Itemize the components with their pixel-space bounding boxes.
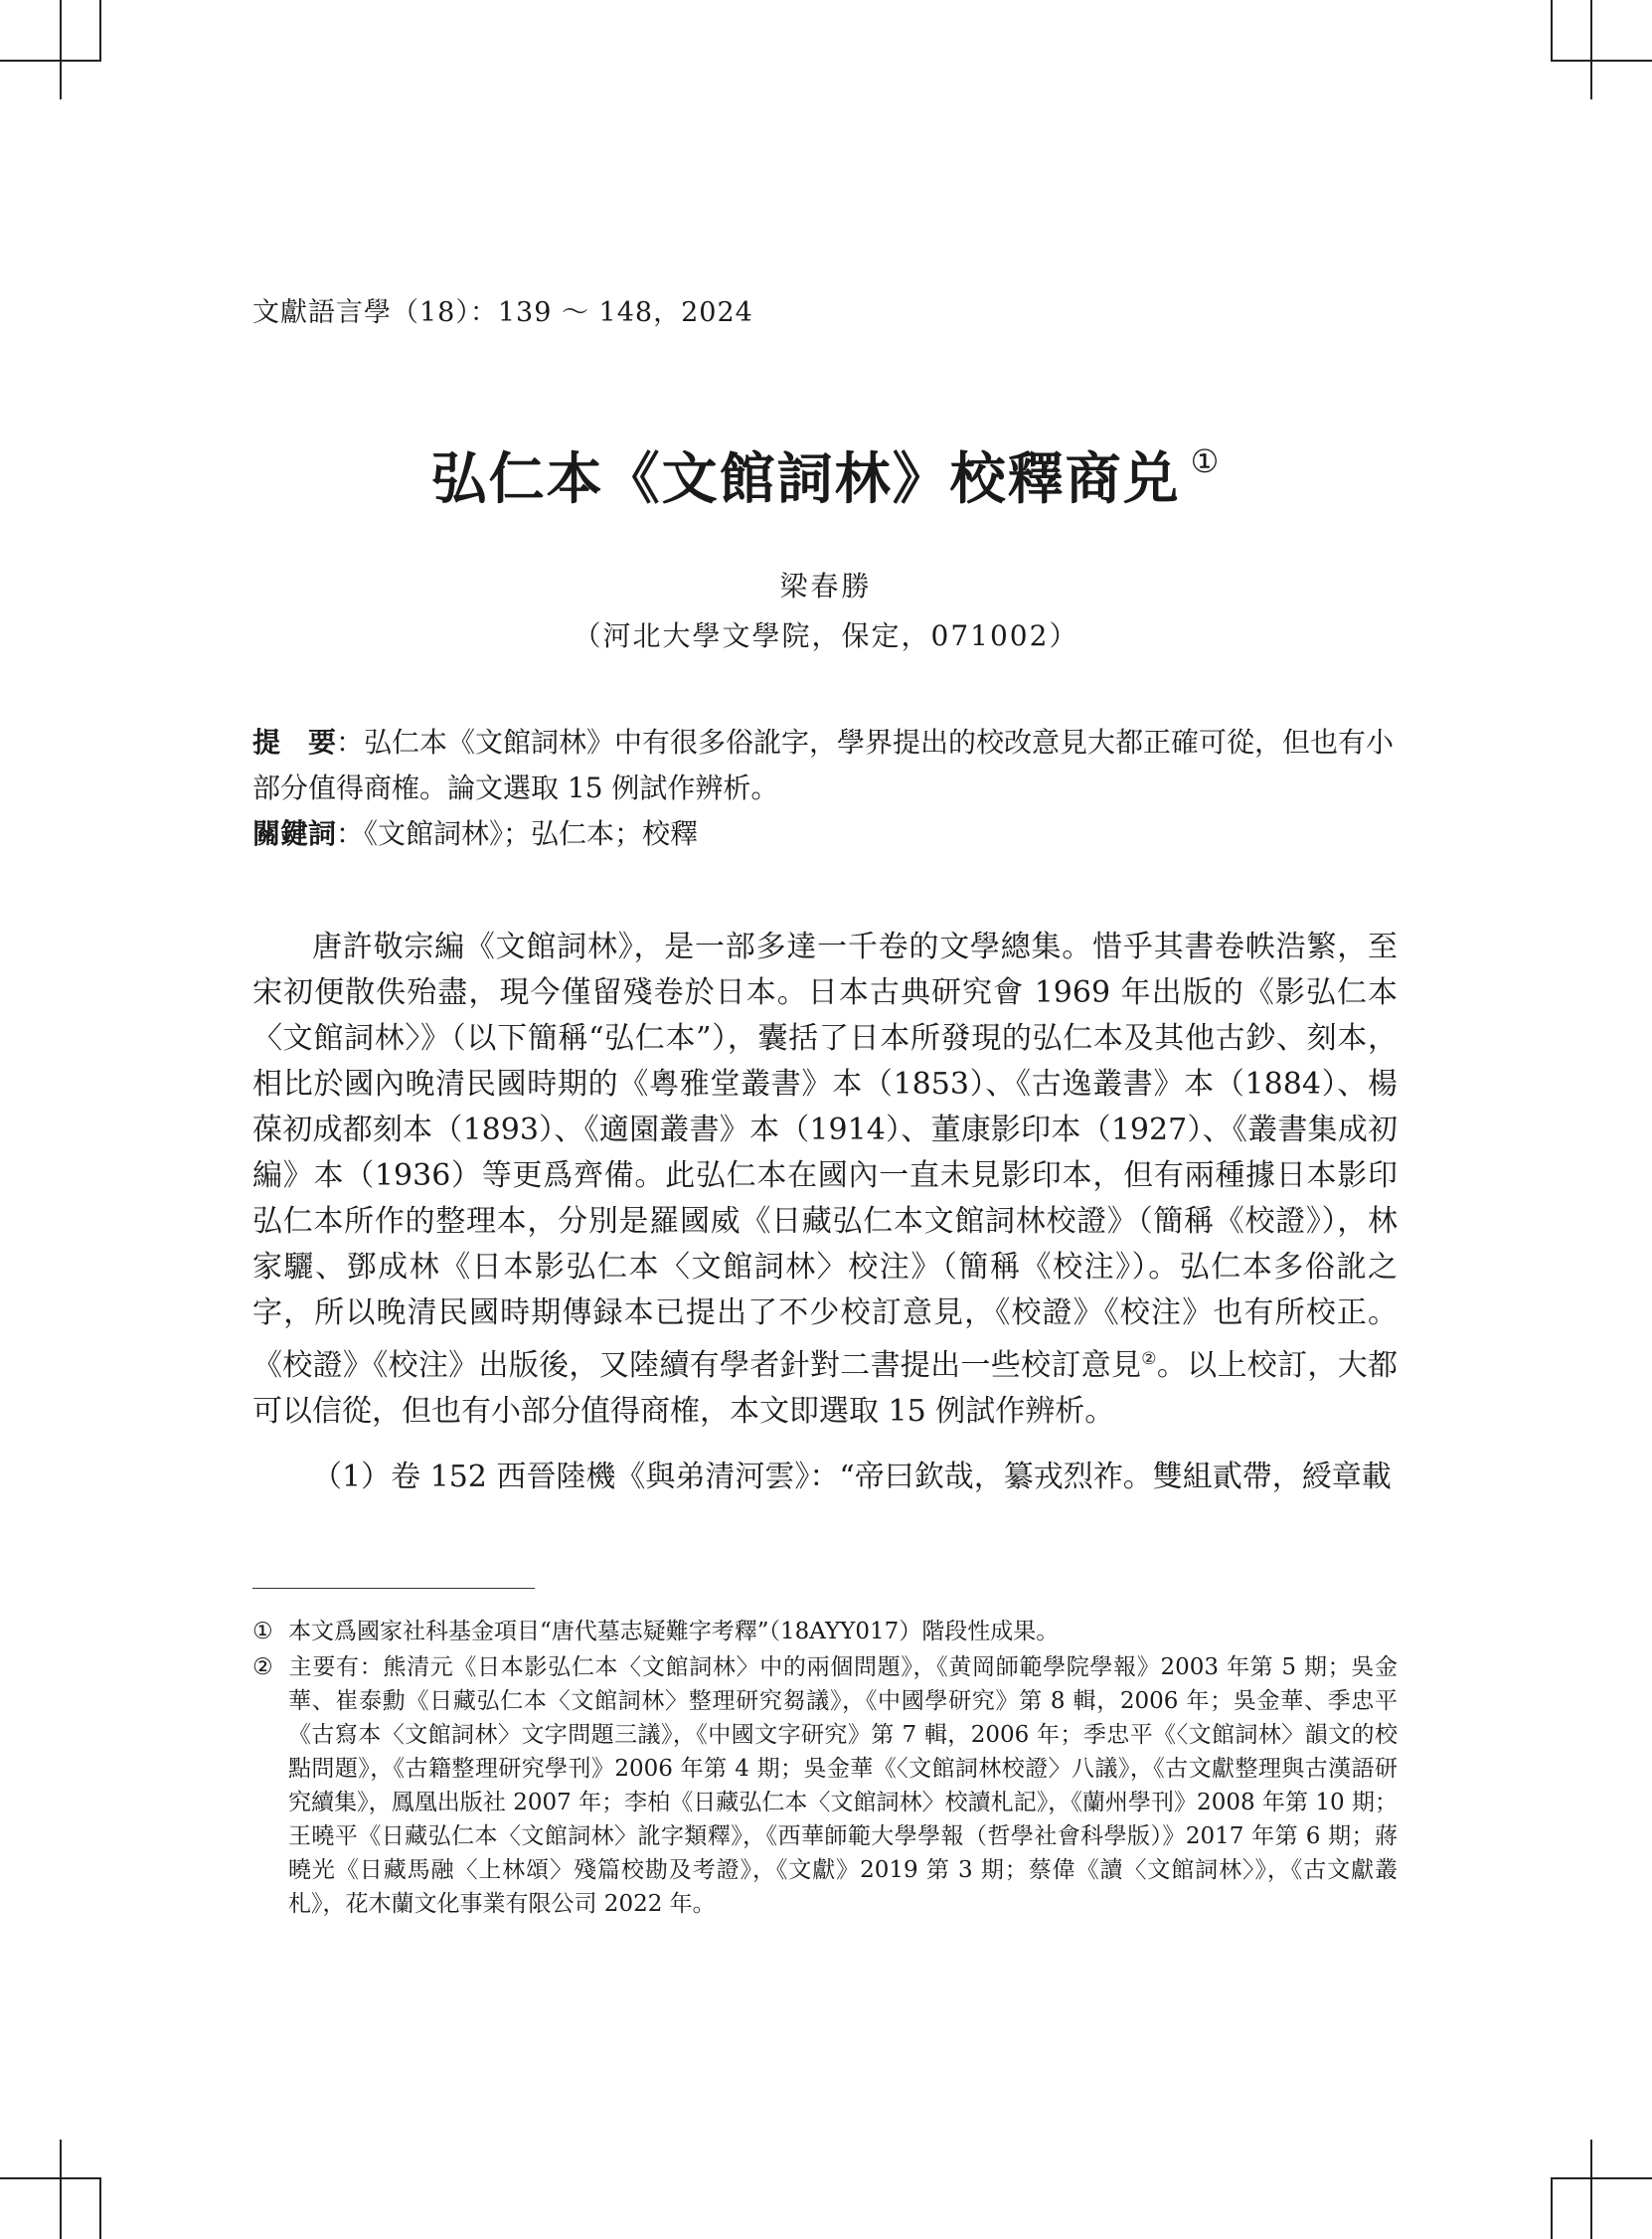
body-paragraph: [252, 925, 1398, 1435]
footnotes: [252, 1615, 1398, 1923]
body-paragraph-text: 唐許敬宗編《文館詞林》，是一部多達一千卷的文學總集。惜乎其書卷帙浩繁，至宋初便散佚殆盡，現今僅留殘卷於日本。日本古典研究會 1969 年出版的《影弘仁本〈文館詞林〉》（以下簡稱“弘仁本”），囊括了日本所發現的弘仁本及其他古鈔、刻本，相比於國內晚清民國時期的《粵雅堂叢書》本（1853）、《古逸叢書》本（1884）、楊葆初成都刻本（1893）、《適園叢書》本（1914）、董康影印本（1927）、《叢書集成初編》本（1936）等更爲齊備。此弘仁本在國內一直未見影印本，但有兩種據日本影印弘仁本所作的整理本，分別是羅國威《日藏弘仁本文館詞林校證》（簡稱《校證》），林家驪、鄧成林《日本影弘仁本〈文館詞林〉校注》（簡稱《校注》）。弘仁本多俗訛之字，所以晚清民國時期傳録本已提出了不少校訂意見，《校證》《校注》也有所校正。《校證》《校注》出版後，又陸續有學者針對二書提出一些校訂意見: [252, 930, 1398, 1383]
crop-mark: [0, 2177, 99, 2179]
footnote-marker: ②: [252, 1654, 273, 1680]
abstract-paragraph: [252, 720, 1398, 811]
crop-mark: [1551, 2177, 1553, 2239]
crop-mark: [1590, 0, 1592, 99]
author-name: 梁春勝: [779, 570, 873, 603]
footnote-marker: ①: [252, 1619, 273, 1644]
paper-title: [0, 435, 1652, 515]
crop-mark: [1590, 2140, 1592, 2239]
author-affiliation: （河北大學文學院，保定，071002）: [573, 619, 1079, 652]
keywords-text: ：《文館詞林》；弘仁本；校釋: [336, 817, 699, 850]
title-footnote-marker: ①: [1190, 442, 1222, 481]
crop-mark: [99, 2177, 101, 2239]
body-text: [252, 925, 1398, 1500]
crop-mark: [0, 60, 99, 62]
crop-mark: [1553, 2177, 1652, 2179]
body-paragraph-tail: 。以上校訂，大都可以信從，但也有小部分值得商榷，本文即選取 15 例試作辨析。: [252, 1348, 1399, 1429]
abstract-label: 提 要: [252, 726, 337, 759]
abstract: [252, 720, 1398, 857]
footnote-separator: [252, 1588, 535, 1589]
crop-mark: [60, 0, 62, 99]
keywords-label: 關鍵詞: [252, 817, 337, 850]
crop-mark: [1551, 0, 1553, 62]
abstract-text: ：弘仁本《文館詞林》中有很多俗訛字，學界提出的校改意見大都正確可從，但也有小部分值得商榷。論文選取 15 例試作辨析。: [252, 726, 1395, 804]
crop-mark: [60, 2140, 62, 2239]
keywords-paragraph: [252, 811, 1398, 857]
paper-title-text: 弘仁本《文館詞林》校釋商兑: [430, 446, 1181, 512]
journal-citation: 文獻語言學（18）：139 ～ 148，2024: [252, 297, 753, 328]
crop-mark: [1553, 60, 1652, 62]
footnote: [252, 1615, 1398, 1648]
footnote-text: 本文爲國家社科基金項目“唐代墓志疑難字考釋”（18AYY017）階段性成果。: [288, 1619, 1060, 1644]
footnote-text: 主要有：熊清元《日本影弘仁本〈文館詞林〉中的兩個問題》，《黄岡師範學院學報》2003 年第 5 期；吳金華、崔泰勳《日藏弘仁本〈文館詞林〉整理研究芻議》，《中國學研究》第 8 輯，2006 年；吳金華、季忠平《古寫本〈文館詞林〉文字問題三議》，《中國文字研究》第 7 輯，2006 年；季忠平《〈文館詞林〉韻文的校點問題》，《古籍整理研究學刊》2006 年第 4 期；吳金華《〈文館詞林校證〉八議》，《古文獻整理與古漢語研究續集》，鳳凰出版社 2007 年；李柏《日藏弘仁本〈文館詞林〉校讀札記》，《蘭州學刊》2008 年第 10 期；王曉平《日藏弘仁本〈文館詞林〉訛字類釋》，《西華師範大學學報（哲學社會科學版）》2017 年第 6 期；蔣曉光《日藏馬融〈上林頌〉殘篇校勘及考證》，《文獻》2019 第 3 期；蔡偉《讀〈文館詞林〉》，《古文獻叢札》，花木蘭文化事業有限公司 2022 年。: [288, 1654, 1398, 1917]
body-paragraph: （1）卷 152 西晉陸機《與弟清河雲》：“帝曰欽哉，纂戎烈祚。雙組貳帶，綬章載: [312, 1460, 1392, 1494]
footnote: [252, 1650, 1398, 1921]
crop-mark: [99, 0, 101, 62]
footnote-ref: ②: [1141, 1349, 1157, 1369]
